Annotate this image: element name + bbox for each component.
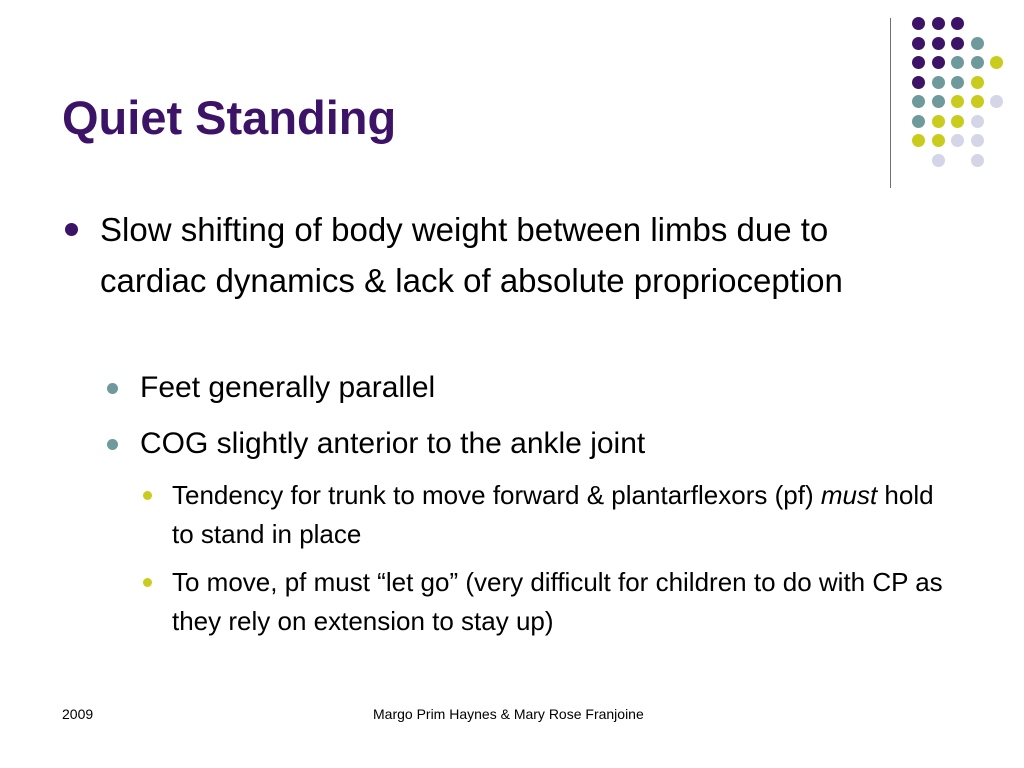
bullet-l1-text: Slow shifting of body weight between limbs due to cardiac dynamics & lack of absolute proprioception: [100, 211, 843, 299]
dot-yellow: [971, 95, 984, 108]
decorative-dot-pattern: [0, 0, 1024, 200]
dot-lavender: [971, 134, 984, 147]
bullet-l2b-text: COG slightly anterior to the ankle joint: [140, 427, 646, 460]
footer-year: 2009: [62, 706, 94, 722]
dot-purple: [932, 37, 945, 50]
bullet-l3b-text: To move, pf must “let go” (very difficult for children to do with CP as they rely on extension to stay up): [172, 567, 943, 636]
dot-teal: [951, 56, 964, 69]
dot-yellow: [932, 115, 945, 128]
dot-teal: [912, 95, 925, 108]
dot-purple: [951, 17, 964, 30]
dot-teal: [932, 76, 945, 89]
bullet-l3a-part2: hold to stand in place: [172, 480, 934, 549]
bullet-l3-icon: [143, 491, 152, 500]
dot-teal: [951, 76, 964, 89]
dot-purple: [932, 17, 945, 30]
dot-teal: [971, 56, 984, 69]
dot-yellow: [990, 56, 1003, 69]
bullet-l3-icon: [143, 578, 152, 587]
bullet-l3a-part1: Tendency for trunk to move forward & plantarflexors (pf): [172, 480, 821, 510]
dot-purple: [912, 37, 925, 50]
dot-teal: [932, 95, 945, 108]
bullet-l3a-emphasis: must: [820, 480, 878, 510]
slide-title: Quiet Standing: [62, 91, 397, 144]
dot-teal: [971, 37, 984, 50]
footer-authors: Margo Prim Haynes & Mary Rose Franjoine: [373, 706, 644, 722]
dot-purple: [912, 17, 925, 30]
bullet-l1-icon: [65, 223, 78, 236]
dot-purple: [932, 56, 945, 69]
dot-yellow: [932, 134, 945, 147]
dot-lavender: [951, 134, 964, 147]
dot-lavender: [932, 154, 945, 167]
dot-yellow: [971, 76, 984, 89]
dot-purple: [912, 56, 925, 69]
bullet-l2a-text: Feet generally parallel: [140, 371, 436, 404]
dot-yellow: [951, 115, 964, 128]
dot-purple: [951, 37, 964, 50]
dot-lavender: [990, 95, 1003, 108]
dot-purple: [912, 76, 925, 89]
dot-lavender: [971, 115, 984, 128]
dot-teal: [912, 115, 925, 128]
dot-yellow: [912, 134, 925, 147]
dot-lavender: [971, 154, 984, 167]
dot-yellow: [951, 95, 964, 108]
bullet-l2-icon: [107, 383, 118, 394]
bullet-l2-icon: [107, 439, 118, 450]
bullet-l3a-text: [172, 476, 952, 554]
